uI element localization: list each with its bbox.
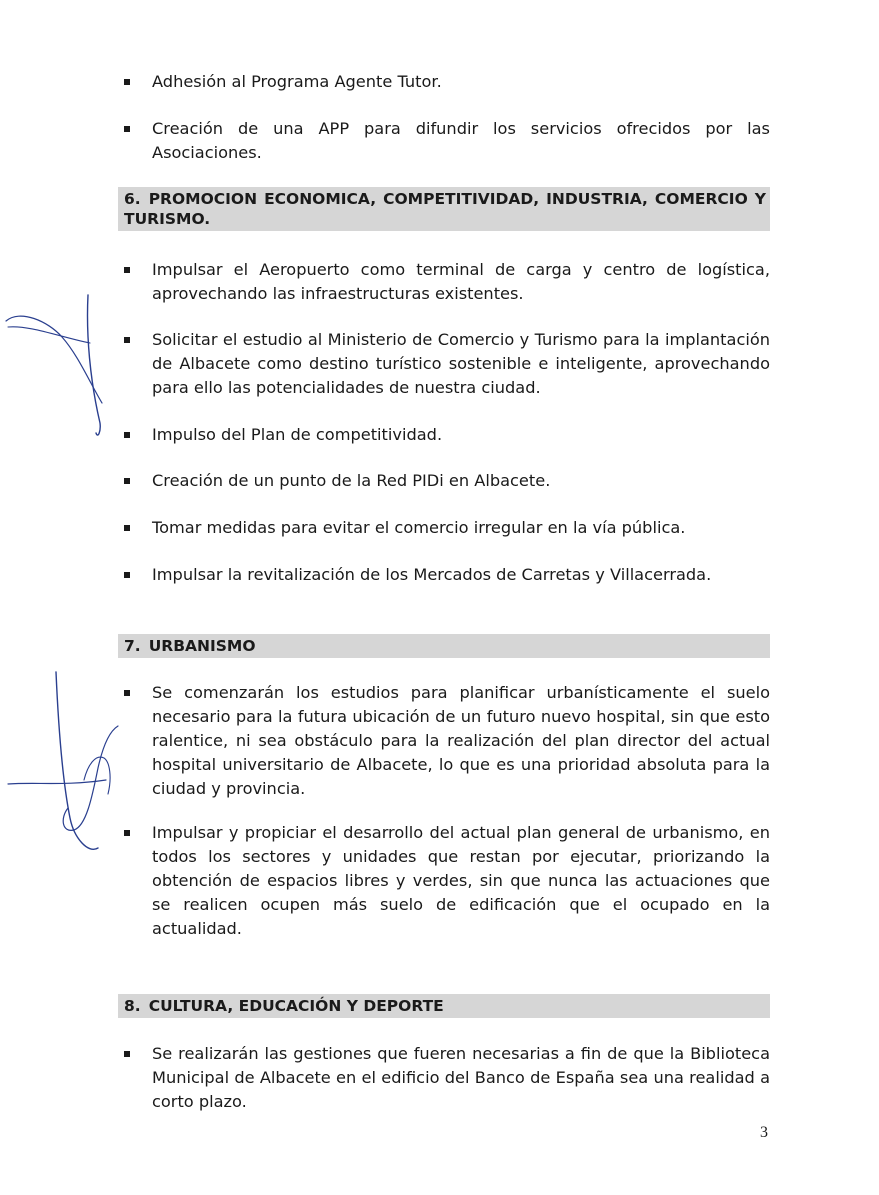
list-item [124,1042,770,1114]
section-heading-7 [118,634,770,658]
section-title: CULTURA, EDUCACIÓN Y DEPORTE [148,997,444,1015]
bullet-marker [124,126,130,132]
list-item-text: Solicitar el estudio al Ministerio de Comercio y Turismo para la implantación de Albacete como destino turístico sostenible e inteligente, aprovechando para ello las potencialidades de nuestra ciudad. [152,330,770,397]
bullet-marker [124,525,130,531]
section-heading-6 [118,187,770,231]
list-item [124,423,770,447]
list-item [124,117,770,165]
section-title: URBANISMO [148,637,256,655]
list-item [124,328,770,400]
bullet-marker [124,337,130,343]
list-item-text: Impulsar y propiciar el desarrollo del actual plan general de urbanismo, en todos los sectores y unidades que restan por ejecutar, priorizando la obtención de espacios libres y verdes, sin que nunca las actuaciones que se realicen ocupen más suelo de edificación que el ocupado en la actualidad. [152,823,770,938]
section-number: 8. [124,997,141,1015]
signature-mark-upper [0,285,120,445]
list-item [124,516,770,540]
section-number: 7. [124,637,141,655]
list-item-text: Se realizarán las gestiones que fueren necesarias a fin de que la Biblioteca Municipal de Albacete en el edificio del Banco de España sea una realidad a corto plazo. [152,1044,770,1111]
bullet-marker [124,1051,130,1057]
list-item-text: Adhesión al Programa Agente Tutor. [152,72,442,91]
list-item [124,821,770,941]
bullet-marker [124,572,130,578]
list-item [124,258,770,306]
list-item [124,681,770,801]
list-item-text: Impulsar la revitalización de los Mercados de Carretas y Villacerrada. [152,565,712,584]
list-item [124,563,770,587]
bullet-marker [124,432,130,438]
list-item-text: Tomar medidas para evitar el comercio irregular en la vía pública. [152,518,686,537]
page-number: 3 [760,1124,768,1141]
list-item-text: Impulsar el Aeropuerto como terminal de carga y centro de logística, aprovechando las infraestructuras existentes. [152,260,770,303]
bullet-marker [124,79,130,85]
signature-mark-lower [0,668,130,858]
list-item [124,469,770,493]
bullet-marker [124,478,130,484]
list-item [124,70,770,94]
list-item-text: Se comenzarán los estudios para planificar urbanísticamente el suelo necesario para la futura ubicación de un futuro nuevo hospital, sin que esto ralentice, ni sea obstáculo para la realización del plan director del actual hospital universitario de Albacete, lo que es una prioridad absoluta para la ciudad y provincia. [152,683,770,798]
list-item-text: Creación de una APP para difundir los servicios ofrecidos por las Asociaciones. [152,119,770,162]
section-title: PROMOCION ECONOMICA, COMPETITIVIDAD, INDUSTRIA, COMERCIO Y TURISMO. [124,190,766,228]
section-number: 6. [124,190,141,208]
bullet-marker [124,267,130,273]
list-item-text: Impulso del Plan de competitividad. [152,425,443,444]
list-item-text: Creación de un punto de la Red PIDi en Albacete. [152,471,551,490]
section-heading-8 [118,994,770,1018]
